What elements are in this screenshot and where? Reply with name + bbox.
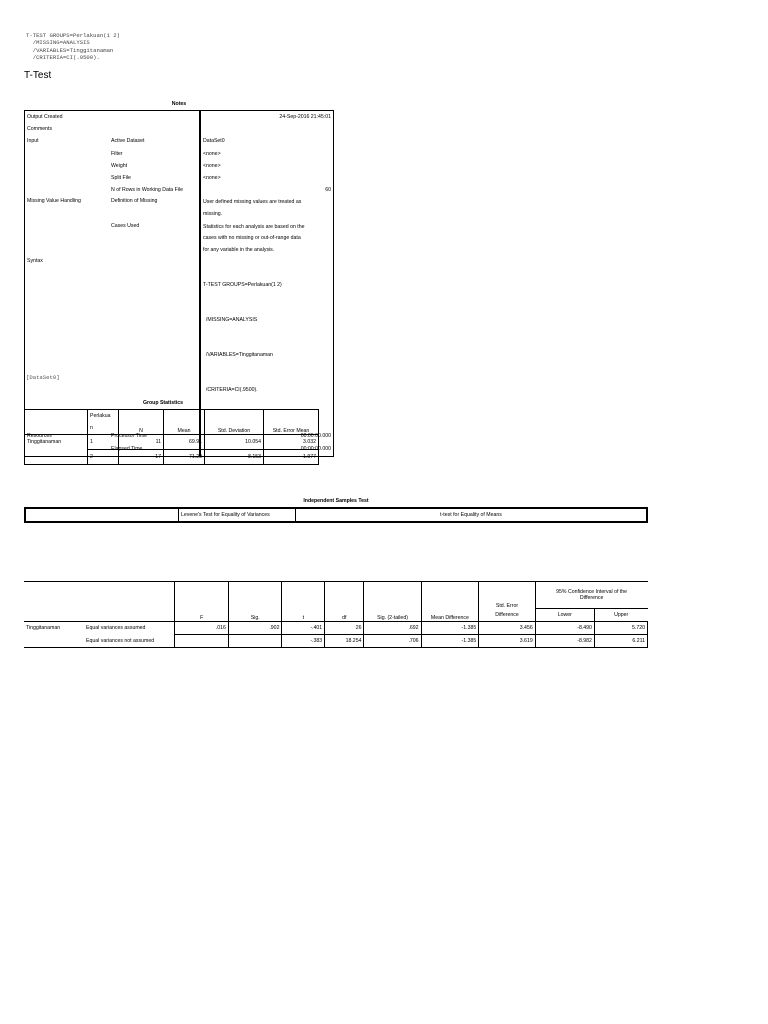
group-header: Perlakua xyxy=(88,410,119,423)
elapsed-time-value: 00:00:00.000 xyxy=(300,445,331,452)
col-std-deviation: Std. Deviation xyxy=(205,410,264,435)
split-file-value: <none> xyxy=(203,175,221,182)
ist-header-table xyxy=(24,507,648,523)
group-value: 1 xyxy=(88,435,119,450)
active-dataset-value: DataSet0 xyxy=(203,138,225,145)
f-value: .016 xyxy=(175,622,229,635)
cases-used-label: Cases Used xyxy=(109,221,200,257)
cases-value-line: Statistics for each analysis are based on the xyxy=(203,223,305,230)
filter-value: <none> xyxy=(203,150,221,157)
processor-time-label: Processor Time xyxy=(109,430,200,442)
table-row xyxy=(24,635,648,648)
sd-value: 8.153 xyxy=(205,450,264,465)
ci-header-line: Difference xyxy=(579,595,604,601)
syntax-label: Syntax xyxy=(27,258,43,265)
col-t: t xyxy=(282,582,325,622)
se-value: 1.977 xyxy=(264,450,319,465)
variable-label: Tinggitanaman xyxy=(24,622,84,648)
filter-label: Filter xyxy=(109,148,200,160)
active-dataset-label: Active Dataset xyxy=(109,135,200,147)
cases-value-line: for any variable in the analysis. xyxy=(203,246,275,253)
col-f: F xyxy=(175,582,229,622)
comments-label: Comments xyxy=(27,126,53,133)
col-n: N xyxy=(119,410,164,435)
weight-label: Weight xyxy=(109,160,200,172)
output-created-value: 24-Sep-2016 21:45:01 xyxy=(279,114,331,121)
se-value: 3.619 xyxy=(479,635,535,648)
upper-value: 5.720 xyxy=(594,622,647,635)
section-title: T-Test xyxy=(24,70,52,81)
syntax-value-line: /CRITERIA=CI(.9500). xyxy=(203,386,258,393)
variable-label: Tinggitanaman xyxy=(25,435,88,465)
ttest-header: t-test for Equality of Means xyxy=(440,512,502,518)
df-value: 26 xyxy=(325,622,364,635)
elapsed-time-label: Elapsed Time xyxy=(109,442,200,457)
col-std-error-difference xyxy=(479,595,535,622)
ist-title: Independent Samples Test xyxy=(303,498,369,504)
levene-header: Levene's Test for Equality of Variances xyxy=(179,508,296,522)
definition-value-line: User defined missing values are treated as xyxy=(203,199,302,206)
df-value: 18.254 xyxy=(325,635,364,648)
t-value: -.383 xyxy=(282,635,325,648)
syntax-value-line: T-TEST GROUPS=Perlakuan(1 2) xyxy=(203,282,282,289)
definition-value-line: missing. xyxy=(203,210,223,217)
group-stats-title: Group Statistics xyxy=(142,400,184,406)
mean-value: 71.29 xyxy=(164,450,205,465)
lower-value: -8.490 xyxy=(535,622,594,635)
syntax-value-line: /VARIABLES=Tinggitanaman xyxy=(203,352,273,359)
n-rows-value: 60 xyxy=(325,187,331,194)
definition-label: Definition of Missing xyxy=(109,196,200,220)
syntax-line: /MISSING=ANALYSIS xyxy=(26,39,90,47)
sig2-value: .706 xyxy=(364,635,421,648)
sig2-value: .692 xyxy=(364,622,421,635)
group-stats-table xyxy=(24,409,319,465)
definition-value xyxy=(200,196,334,220)
cases-used-value xyxy=(200,221,334,257)
n-rows-label: N of Rows in Working Data File xyxy=(109,184,200,196)
col-df: df xyxy=(325,582,364,622)
syntax-value-line: /MISSING=ANALYSIS xyxy=(203,317,258,324)
group-value: 2 xyxy=(88,450,119,465)
processor-time-value: 00:00:00.000 xyxy=(300,432,331,439)
row-label: Equal variances assumed xyxy=(84,622,175,635)
mean-value: 69.91 xyxy=(164,435,205,450)
output-created-label: Output Created xyxy=(27,114,63,121)
ist-table xyxy=(24,581,648,648)
col-upper: Upper xyxy=(594,609,647,622)
missing-label: Missing Value Handling xyxy=(27,198,81,205)
syntax-block xyxy=(26,32,120,61)
input-label: Input xyxy=(27,138,39,145)
md-value: -1.385 xyxy=(421,635,479,648)
sd-value: 10.054 xyxy=(205,435,264,450)
syntax-line: /CRITERIA=CI(.9500). xyxy=(26,53,100,61)
row-label: Equal variances not assumed xyxy=(86,637,155,644)
sig-value: .902 xyxy=(228,622,282,635)
table-row xyxy=(24,622,648,635)
n-value: 11 xyxy=(119,435,164,450)
split-file-label: Split File xyxy=(109,172,200,184)
col-mean: Mean xyxy=(164,410,205,435)
upper-value: 6.211 xyxy=(594,635,647,648)
std-error-line: Difference xyxy=(495,612,519,618)
ci-header-line: 95% Confidence Interval of the xyxy=(556,589,628,595)
col-sig-2tailed: Sig. (2-tailed) xyxy=(364,582,421,622)
f-value xyxy=(175,635,229,648)
dataset-tag: [DataSet0] xyxy=(26,374,60,381)
ci-header xyxy=(535,582,647,609)
col-sig: Sig. xyxy=(228,582,282,622)
group-header-cont: n xyxy=(88,422,119,435)
std-error-line: Std. Error xyxy=(495,603,519,609)
resources-label: Resources xyxy=(27,432,52,439)
t-value: -.401 xyxy=(282,622,325,635)
se-value: 3.032 xyxy=(264,435,319,450)
cases-value-line: cases with no missing or out-of-range data xyxy=(203,235,301,242)
col-lower: Lower xyxy=(535,609,594,622)
se-value: 3.456 xyxy=(479,622,535,635)
md-value: -1.385 xyxy=(421,622,479,635)
table-row xyxy=(25,435,319,450)
lower-value: -8.982 xyxy=(535,635,594,648)
col-std-error-mean: Std. Error Mean xyxy=(264,410,319,435)
weight-value: <none> xyxy=(203,162,221,169)
syntax-line: T-TEST GROUPS=Perlakuan(1 2) xyxy=(26,32,120,39)
col-mean-difference: Mean Difference xyxy=(421,582,479,622)
syntax-line: /VARIABLES=Tinggitanaman xyxy=(26,46,114,54)
sig-value xyxy=(228,635,282,648)
n-value: 17 xyxy=(119,450,164,465)
notes-title: Notes xyxy=(171,101,187,107)
